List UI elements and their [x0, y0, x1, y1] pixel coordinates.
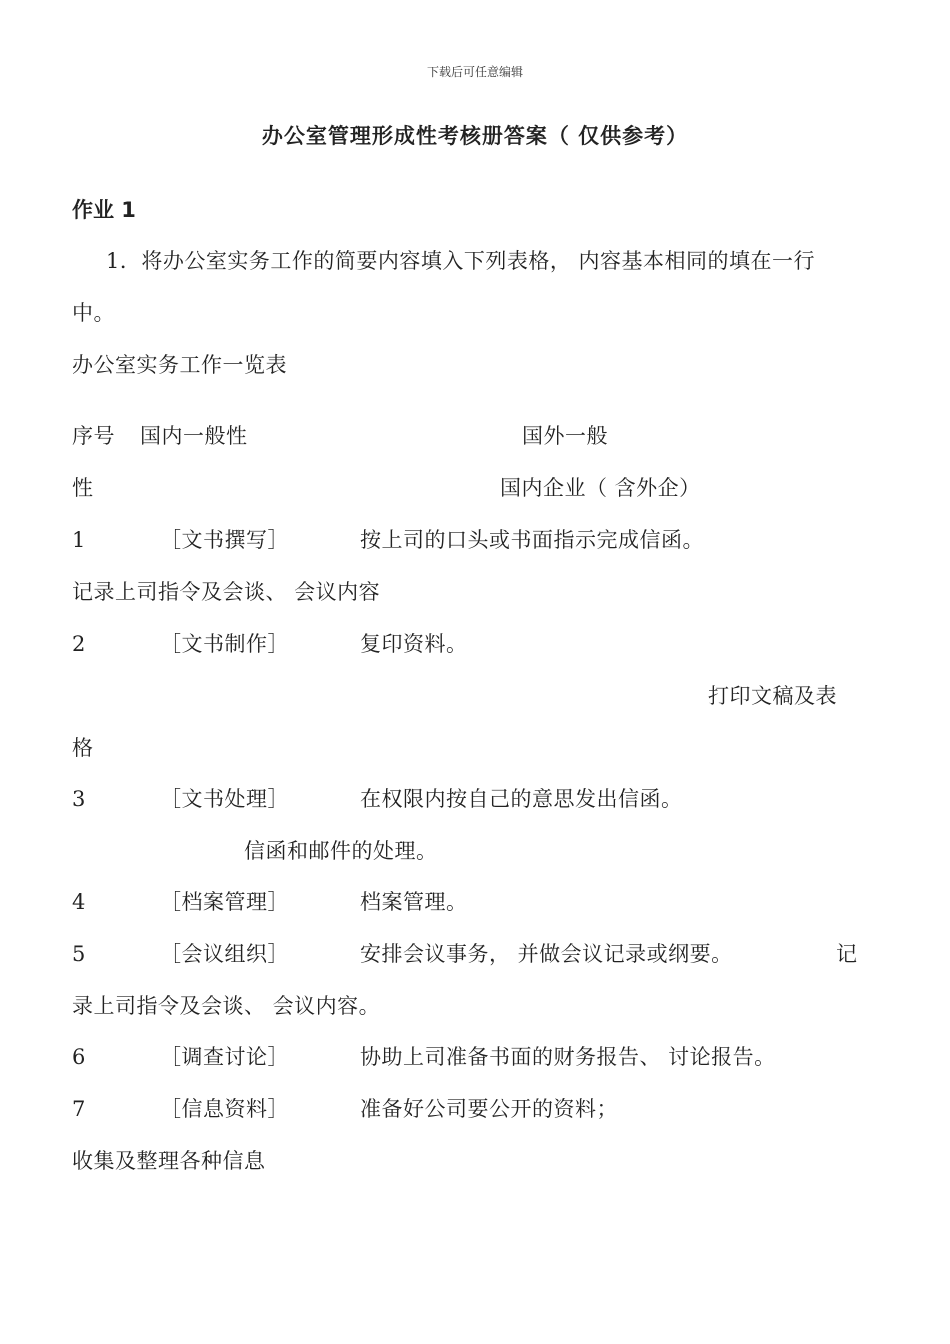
question-line-2: 中。 [72, 301, 115, 325]
header-col-domestic-general-wrap: 性 [72, 476, 94, 500]
row-content: 档案管理。 [360, 890, 468, 914]
header-col-domestic-general: 国内一般性 [140, 424, 248, 448]
row-content: 安排会议事务， 并做会议记录或纲要。 [360, 942, 733, 966]
row-number: 2 [72, 632, 86, 656]
question-line-1: 1．将办公室实务工作的简要内容填入下列表格， 内容基本相同的填在一行 [106, 249, 816, 273]
row-number: 5 [72, 942, 86, 966]
row-category: ［文书处理］ [160, 787, 289, 811]
row-number: 7 [72, 1097, 86, 1121]
row-continuation: 收集及整理各种信息 [72, 1149, 266, 1173]
row-trailing-text: 记 [836, 942, 858, 966]
row-number: 6 [72, 1045, 86, 1069]
row-number: 4 [72, 890, 86, 914]
row-category: ［文书撰写］ [160, 528, 289, 552]
row-continuation: 打印文稿及表 [708, 684, 837, 708]
header-col-domestic-enterprise: 国内企业（ 含外企） [500, 476, 701, 500]
row-content: 协助上司准备书面的财务报告、 讨论报告。 [360, 1045, 776, 1069]
row-content: 在权限内按自己的意思发出信函。 [360, 787, 683, 811]
section-title: 作业 1 [72, 198, 136, 222]
row-continuation: 记录上司指令及会谈、 会议内容 [72, 580, 381, 604]
header-col-no: 序号 [72, 424, 115, 448]
header-note: 下载后可任意编辑 [426, 65, 523, 79]
row-continuation: 信函和邮件的处理。 [244, 839, 438, 863]
row-category: ［档案管理］ [160, 890, 289, 914]
row-continuation: 格 [72, 736, 94, 760]
row-category: ［信息资料］ [160, 1097, 289, 1121]
header-col-foreign-general: 国外一般 [522, 424, 608, 448]
row-number: 1 [72, 528, 86, 552]
document-title: 办公室管理形成性考核册答案（ 仅供参考） [261, 124, 689, 148]
row-content: 准备好公司要公开的资料； [360, 1097, 618, 1121]
row-category: ［调查讨论］ [160, 1045, 289, 1069]
row-category: ［文书制作］ [160, 632, 289, 656]
row-content: 按上司的口头或书面指示完成信函。 [360, 528, 704, 552]
row-number: 3 [72, 787, 86, 811]
table-title: 办公室实务工作一览表 [72, 353, 287, 377]
row-continuation: 录上司指令及会谈、 会议内容。 [72, 994, 381, 1018]
row-content: 复印资料。 [360, 632, 468, 656]
row-category: ［会议组织］ [160, 942, 289, 966]
